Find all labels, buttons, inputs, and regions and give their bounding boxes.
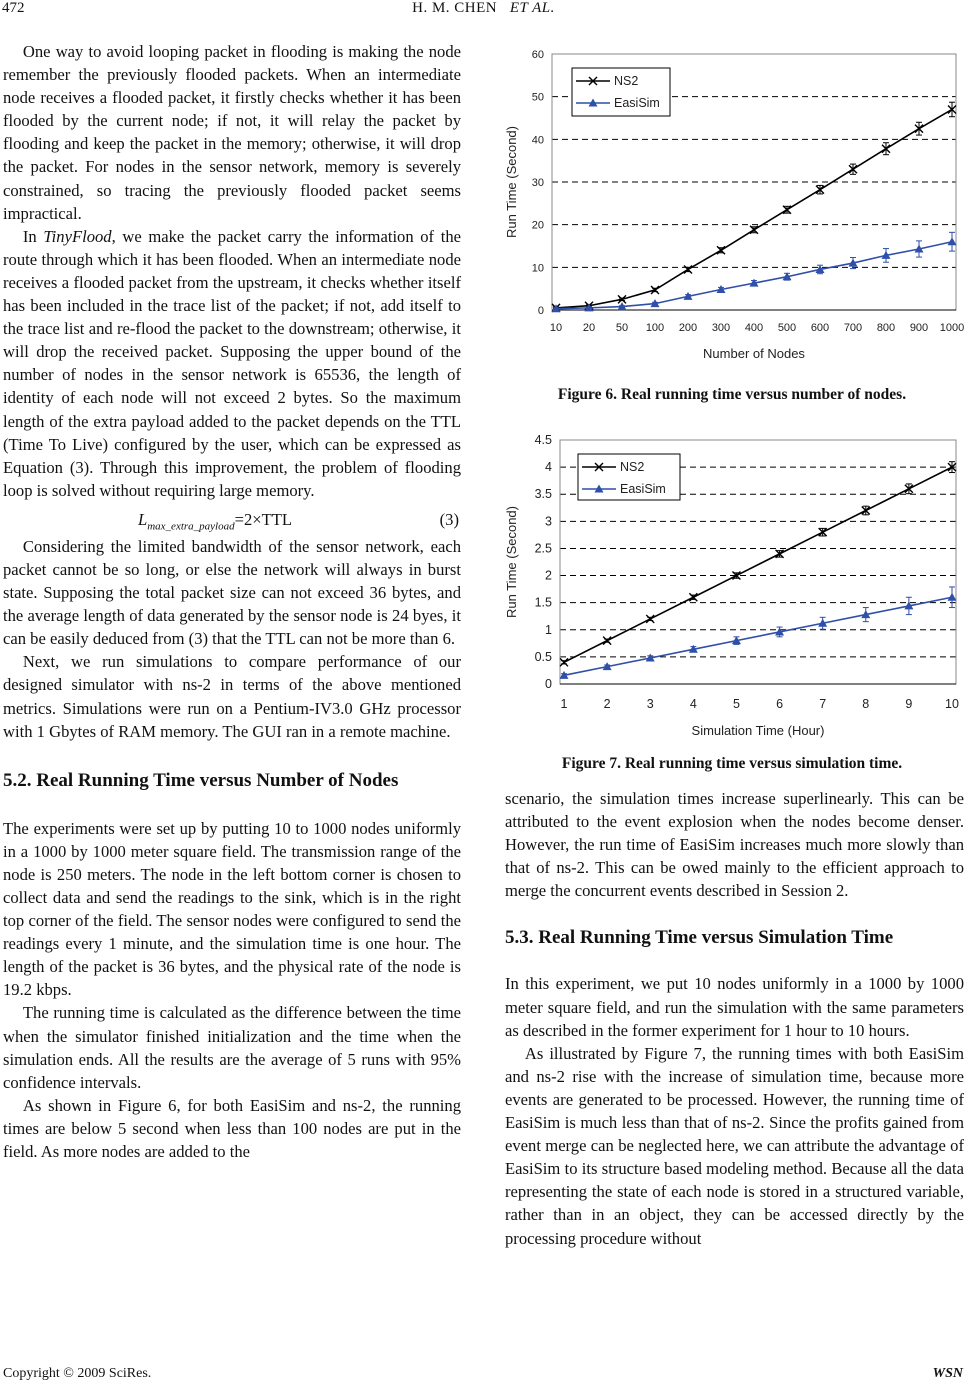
y-tick-label: 4.5 (534, 433, 552, 447)
data-point-ns2 (560, 658, 568, 666)
paragraph: In this experiment, we put 10 nodes uniformly in a 1000 by 1000 meter square field, and run the simulation with the same parameters as described in the former experiment for 1 hour to 10 hours. (505, 974, 964, 1040)
x-tick-label: 300 (711, 322, 731, 334)
figure-6-caption: Figure 6. Real running time versus number of nodes. (557, 386, 907, 403)
y-tick-label: 40 (531, 134, 544, 147)
y-tick-label: 3 (545, 514, 552, 529)
footer-journal: WSN (932, 1366, 963, 1381)
data-point-ns2 (684, 265, 692, 273)
x-tick-label: 7 (819, 697, 827, 711)
y-tick-label: 3.5 (534, 487, 552, 502)
x-tick-label: 20 (582, 322, 596, 334)
paragraph: scenario, the simulation times increase superlinearly. This can be attributed to the event explosion when the nodes become denser. However, the run time of EasiSim increases much more slowly than that of ns-2. This can be owed mainly to the efficient approach to merge the concurrent events described in Session 2. (505, 789, 964, 901)
figure-6-chart (500, 40, 964, 370)
paragraph: As shown in Figure 6, for both EasiSim and ns-2, the running times are below 5 second when less than 100 nodes are put in the field. As more nodes are added to the (3, 1095, 461, 1162)
x-axis-label: Number of Nodes (703, 346, 805, 361)
y-tick-label: 20 (531, 219, 544, 232)
data-point-ns2 (689, 593, 697, 601)
x-tick-label: 1 (560, 697, 568, 711)
right-column (505, 787, 964, 1250)
y-tick-label: 10 (531, 262, 544, 275)
y-tick-label: 2.5 (534, 541, 552, 556)
data-point-easisim (948, 593, 957, 601)
running-title (0, 0, 967, 17)
x-tick-label: 8 (862, 697, 870, 711)
left-column (3, 40, 461, 1163)
equation-number: (3) (439, 509, 459, 529)
x-tick-label: 9 (905, 697, 913, 711)
section-heading-5-3: 5.3. Real Running Time versus Simulation Time (505, 927, 894, 949)
y-tick-label: 0 (545, 677, 552, 691)
footer-copyright: Copyright © 2009 SciRes. (3, 1366, 152, 1381)
figure-7-chart (500, 428, 964, 746)
x-tick-label: 800 (876, 322, 896, 334)
series-line-easisim (556, 242, 952, 309)
page-header (0, 0, 967, 22)
x-tick-label: 900 (909, 322, 929, 334)
paragraph: The running time is calculated as the difference between the time when the simulator finished initialization and the time when the simulation ends. All the results are the average of 5 runs with 95% confidence intervals. (3, 1003, 461, 1092)
running-title-etal: ET AL. (509, 0, 555, 16)
x-tick-label: 500 (777, 322, 797, 334)
x-tick-label: 400 (744, 322, 764, 334)
paragraph: As illustrated by Figure 7, the running times with both EasiSim and ns-2 rise with the increase of simulation time, because more events are generated to be processed. However, the running time of EasiSim is much less than that of ns-2. Since the profits gained from event merge can be neglected here, we can attribute the advantage of EasiSim to its structure based modeling method. Because all the data representing the state of each node is stored in a structured variable, rather than in an object, they can be accessed directly by the processing procedure without (505, 1043, 964, 1248)
x-tick-label: 1000 (939, 322, 964, 334)
figure-7-caption: Figure 7. Real running time versus simulation time. (561, 755, 903, 772)
y-axis-label: Run Time (Second) (504, 506, 519, 618)
paragraph: Considering the limited bandwidth of the sensor network, each packet cannot be so long, or else the network will always in burst state. Supposing the total packet size can not exceed 36 bytes, and the average length of data generated by the sensor node is 24 byes, it can be easily deduced from (3) that the TTL can not be more than 6. (3, 536, 461, 649)
paragraph: The experiments were set up by putting 10 to 1000 nodes uniformly in a 1000 by 1000 meter square field. The transmission range of the node is 250 meters. The node in the left bottom corner is chosen to collect data and send the readings to the sink, which is in the right top corner of the field. The sensor nodes were configured to send the readings every 1 minute, and the simulation time is one hour. The length of the packet is 36 bytes, and the physical rate of the node is 19.2 kbps. (3, 818, 461, 1000)
emphasis-tinyflood: TinyFlood (43, 226, 112, 246)
data-point-easisim (948, 237, 957, 245)
y-tick-label: 50 (531, 91, 544, 104)
legend (572, 68, 670, 116)
x-tick-label: 200 (678, 322, 698, 334)
x-tick-label: 5 (732, 697, 740, 711)
y-tick-label: 0.5 (534, 649, 552, 664)
x-tick-label: 600 (810, 322, 830, 334)
running-title-authors: H. M. CHEN (412, 0, 498, 16)
y-tick-label: 60 (531, 49, 544, 61)
paragraph: Next, we run simulations to compare performance of our designed simulator with ns-2 in terms of the above mentioned metrics. Simulations were run on a Pentium-IV3.0 GHz processor with 1 Gbytes of RAM memory. The GUI ran in a remote machine. (3, 652, 461, 741)
y-tick-label: 1 (545, 622, 552, 637)
legend (578, 454, 680, 500)
legend-label: NS2 (620, 460, 645, 474)
x-tick-label: 10 (945, 697, 959, 711)
series-line-easisim (564, 597, 952, 675)
y-tick-label: 2 (545, 568, 552, 583)
x-tick-label: 10 (549, 322, 563, 334)
x-tick-label: 100 (645, 322, 665, 334)
data-point-ns2 (646, 615, 654, 623)
y-tick-label: 30 (531, 177, 544, 189)
x-tick-label: 4 (689, 697, 697, 711)
x-tick-label: 700 (843, 322, 863, 334)
x-tick-label: 50 (615, 322, 629, 334)
x-axis-label: Simulation Time (Hour) (691, 723, 825, 738)
y-tick-label: 4 (545, 460, 552, 475)
section-heading-5-2: 5.2. Real Running Time versus Number of Nodes (3, 769, 399, 791)
legend-label: NS2 (614, 74, 639, 88)
y-tick-label: 1.5 (534, 595, 552, 610)
y-axis-label: Run Time (Second) (504, 126, 519, 238)
legend-label: EasiSim (620, 482, 666, 496)
x-tick-label: 2 (603, 697, 611, 711)
data-point-ns2 (603, 637, 611, 645)
equation-3: $L_{max\_extra\_payload}=2\times TTL$ (3) (138, 509, 459, 533)
x-tick-label: 3 (646, 697, 654, 711)
paragraph: One way to avoid looping packet in flooding is making the node remember the previously flooded packets. When an intermediate node receives a flooded packet, it firstly checks whether it has been flooded by the current node; if not, it will relay the packet by flooding and keep the packet in the memory; otherwise, it will drop the packet. For nodes in the sensor network, memory is severely constrained, so tracing the previously flooded packet seems impractical. (3, 42, 461, 223)
paragraph: In TinyFlood, we make the packet carry the information of the route through which it has been flooded. When an intermediate node receives a flooded packet from the upstream, it checks whether itself has been included in the trace list of the packet; if not, add itself to the trace list and re-flood the packet to the downstream; otherwise, it will drop the received packet. Supposing the upper bound of the number of nodes in the sensor network is 65536, the length of identity of each node will not exceed 2 bytes. So the maximum length of the extra payload added to the packet depends on the TTL (Time To Live) configured by the user, which can be expressed as Equation (3). Through this improvement, the problem of flooding loop is solved without requiring large memory. (3, 226, 461, 500)
y-tick-label: 0 (537, 305, 544, 317)
page-number: 472 (2, 0, 25, 16)
legend-label: EasiSim (614, 96, 660, 110)
x-tick-label: 6 (776, 697, 784, 711)
